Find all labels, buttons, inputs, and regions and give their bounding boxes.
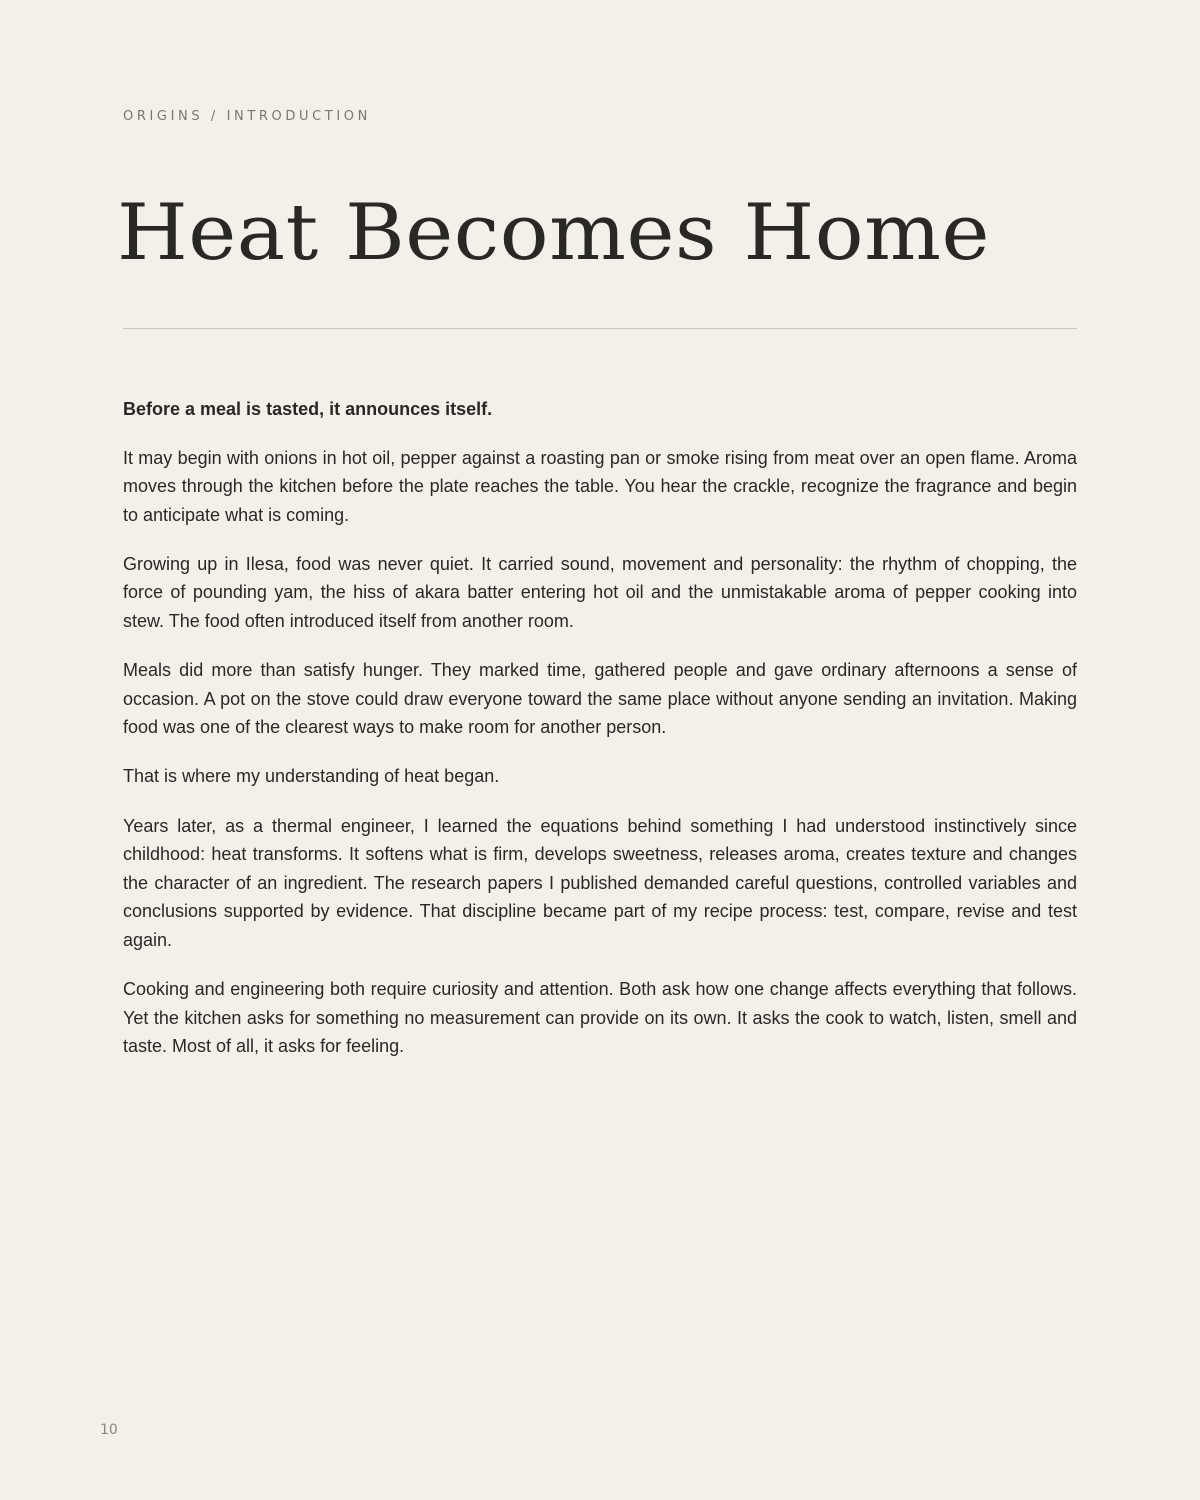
body-paragraph-2: Growing up in Ilesa, food was never quiet. It carried sound, movement and personality: the rhythm of chopping, the force of pounding yam, the hiss of akara batter entering hot oil and the unmistakable aroma of pepper cooking into stew. The food often introduced itself from another room.	[123, 553, 1077, 632]
body-paragraph-6: Cooking and engineering both require curiosity and attention. Both ask how one change affects everything that follows. Yet the kitchen asks for something no measurement can provide on its own. It asks the cook to watch, listen, smell and taste. Most of all, it asks for feeling.	[123, 979, 1077, 1057]
body-paragraph-5: Years later, as a thermal engineer, I learned the equations behind something I had understood instinctively since childhood: heat transforms. It softens what is firm, develops sweetness, releases aroma, creates texture and changes the character of an ingredient. The research papers I published demanded careful questions, controlled variables and conclusions supported by evidence. That discipline became part of my recipe process: test, compare, revise and test again.	[123, 815, 1077, 950]
page-number: 10	[100, 1422, 118, 1438]
page-title: Heat Becomes Home	[117, 188, 991, 278]
lead-paragraph: Before a meal is tasted, it announces itself.	[123, 399, 493, 419]
body-paragraph-3: Meals did more than satisfy hunger. They marked time, gathered people and gave ordinary afternoons a sense of occasion. A pot on the stove could draw everyone toward the same place without anyone sending an invitation. Making food was one of the clearest ways to make room for another person.	[123, 660, 1077, 738]
body-text	[123, 395, 1077, 1081]
title-divider	[123, 328, 1077, 329]
body-paragraph-4: That is where my understanding of heat began.	[123, 766, 500, 787]
body-paragraph-1: It may begin with onions in hot oil, pepper against a roasting pan or smoke rising from meat over an open flame. Aroma moves through the kitchen before the plate reaches the table. You hear the crackle, recognize the fragrance and begin to anticipate what is coming.	[123, 447, 1077, 525]
section-label: ORIGINS / INTRODUCTION	[123, 109, 371, 124]
